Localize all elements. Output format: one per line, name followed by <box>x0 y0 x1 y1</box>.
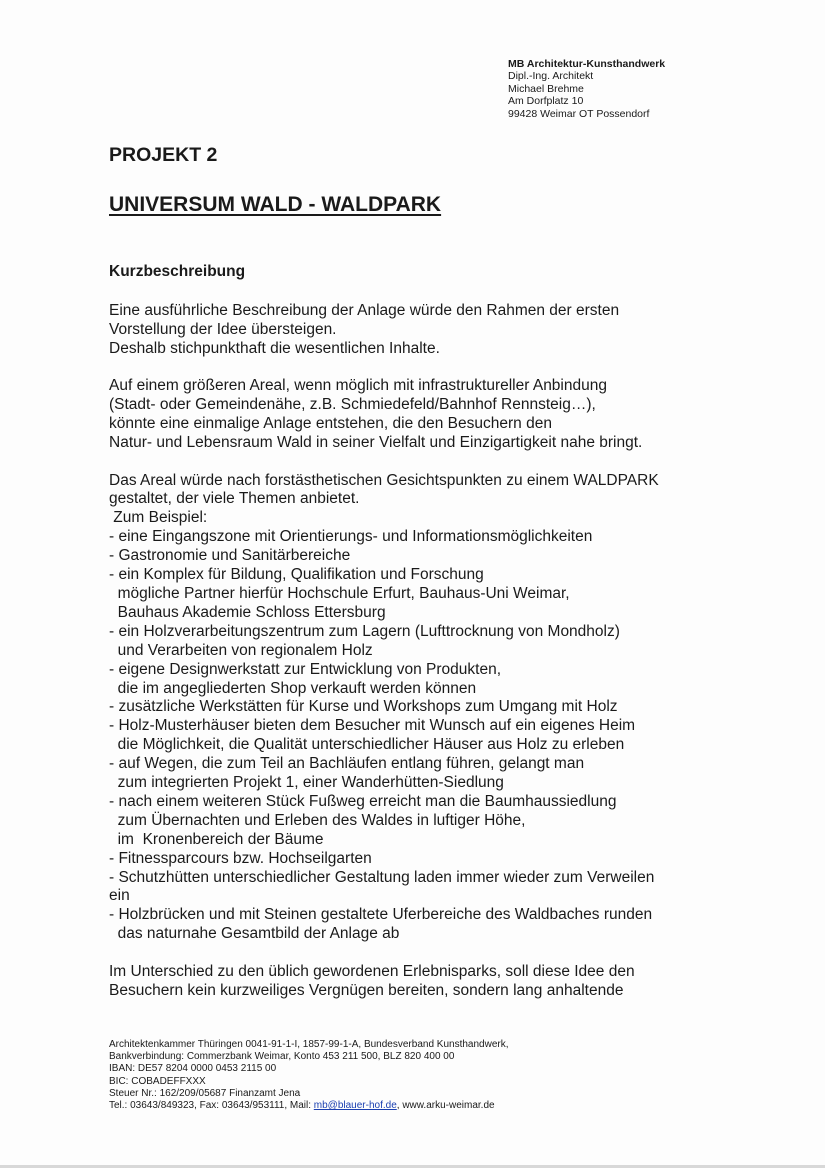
sender-street: Am Dorfplatz 10 <box>508 95 584 108</box>
footer-phone-fax: Tel.: 03643/849323, Fax: 03643/953111, Mail: <box>109 1100 314 1112</box>
list-item-continuation: zum integrierten Projekt 1, einer Wanderhütten-Siedlung <box>109 774 504 792</box>
list-item-continuation: das naturnahe Gesamtbild der Anlage ab <box>109 925 400 943</box>
list-item: - Holz-Musterhäuser bieten dem Besucher mit Wunsch auf ein eigenes Heim <box>109 717 636 735</box>
list-item: - zusätzliche Werkstätten für Kurse und Workshops zum Umgang mit Holz <box>109 698 618 716</box>
letterhead-footer <box>109 1039 509 1112</box>
sender-firm: MB Architektur-Kunsthandwerk <box>508 58 666 70</box>
text-line: (Stadt- oder Gemeindenähe, z.B. Schmiedefeld/Bahnhof Rennsteig…), <box>109 396 596 414</box>
list-item: - nach einem weiteren Stück Fußweg erreicht man die Baumhaussiedlung <box>109 792 617 810</box>
section-subtitle: Kurzbeschreibung <box>109 263 246 280</box>
text-line: Deshalb stichpunkthaft die wesentlichen Inhalte. <box>109 339 440 357</box>
footer-iban: IBAN: DE57 8204 0000 0453 2115 00 <box>109 1063 277 1075</box>
text-line: gestaltet, der viele Themen anbietet. <box>109 490 360 508</box>
paragraph-features <box>109 472 749 945</box>
list-item-continuation: ein <box>109 887 130 905</box>
list-item-continuation: und Verarbeiten von regionalem Holz <box>109 641 373 659</box>
list-item: - ein Holzverarbeitungszentrum zum Lagern (Lufttrocknung von Mondholz) <box>109 622 620 640</box>
footer-tax: Steuer Nr.: 162/209/05687 Finanzamt Jena <box>109 1087 301 1099</box>
text-line: Das Areal würde nach forstästhetischen Gesichtspunkten zu einem WALDPARK <box>109 471 659 489</box>
sender-title: Dipl.-Ing. Architekt <box>508 70 594 83</box>
text-line: Eine ausführliche Beschreibung der Anlage würde den Rahmen der ersten <box>109 302 620 319</box>
project-heading: PROJEKT 2 <box>109 144 218 166</box>
text-line: Im Unterschied zu den üblich gewordenen Erlebnisparks, soll diese Idee den <box>109 962 635 980</box>
footer-bic: BIC: COBADEFFXXX <box>109 1075 206 1087</box>
email-link[interactable]: mb@blauer-hof.de <box>313 1100 397 1112</box>
text-line: könnte eine einmalige Anlage entstehen, die den Besuchern den <box>109 415 552 433</box>
text-line: Auf einem größeren Areal, wenn möglich mit infrastruktureller Anbindung <box>109 377 607 395</box>
list-item-continuation: im Kronenbereich der Bäume <box>109 830 324 848</box>
footer-bank: Bankverbindung: Commerzbank Weimar, Konto 453 211 500, BLZ 820 400 00 <box>109 1051 455 1063</box>
sender-city: 99428 Weimar OT Possendorf <box>508 107 650 120</box>
list-item-continuation: zum Übernachten und Erleben des Waldes in luftiger Höhe, <box>109 811 526 829</box>
list-item: - Holzbrücken und mit Steinen gestaltete Uferbereiche des Waldbaches runden <box>109 906 653 924</box>
text-line: Besuchern kein kurzweiliges Vergnügen bereiten, sondern lang anhaltende <box>109 981 624 999</box>
list-item-continuation: mögliche Partner hierfür Hochschule Erfurt, Bauhaus-Uni Weimar, <box>109 584 570 602</box>
footer-chamber: Architektenkammer Thüringen 0041-91-1-I, 1857-99-1-A, Bundesverband Kunsthandwerk, <box>109 1039 509 1050</box>
sender-address <box>508 58 665 120</box>
text-line: Vorstellung der Idee übersteigen. <box>109 320 337 338</box>
footer-contact <box>109 1100 509 1112</box>
list-item: - Fitnessparcours bzw. Hochseilgarten <box>109 849 372 867</box>
list-item: - Schutzhütten unterschiedlicher Gestaltung laden immer wieder zum Verweilen <box>109 868 655 886</box>
list-item-continuation: Bauhaus Akademie Schloss Ettersburg <box>109 603 386 621</box>
sender-name: Michael Brehme <box>508 82 584 95</box>
footer-web: , www.arku-weimar.de <box>396 1100 495 1112</box>
list-item-continuation: die Möglichkeit, die Qualität unterschiedlicher Häuser aus Holz zu erleben <box>109 736 625 754</box>
text-line: Zum Beispiel: <box>109 509 208 527</box>
list-item: - eine Eingangszone mit Orientierungs- und Informationsmöglichkeiten <box>109 528 593 546</box>
list-item: - Gastronomie und Sanitärbereiche <box>109 547 351 565</box>
document-title: UNIVERSUM WALD - WALDPARK <box>109 193 442 216</box>
list-item: - eigene Designwerkstatt zur Entwicklung von Produkten, <box>109 660 502 678</box>
list-item: - ein Komplex für Bildung, Qualifikation und Forschung <box>109 566 484 584</box>
list-item-continuation: die im angegliederten Shop verkauft werden können <box>109 679 477 697</box>
text-line: Natur- und Lebensraum Wald in seiner Vielfalt und Einzigartigkeit nahe bringt. <box>109 434 643 452</box>
body-text <box>109 302 749 1001</box>
list-item: - auf Wegen, die zum Teil an Bachläufen entlang führen, gelangt man <box>109 755 585 773</box>
